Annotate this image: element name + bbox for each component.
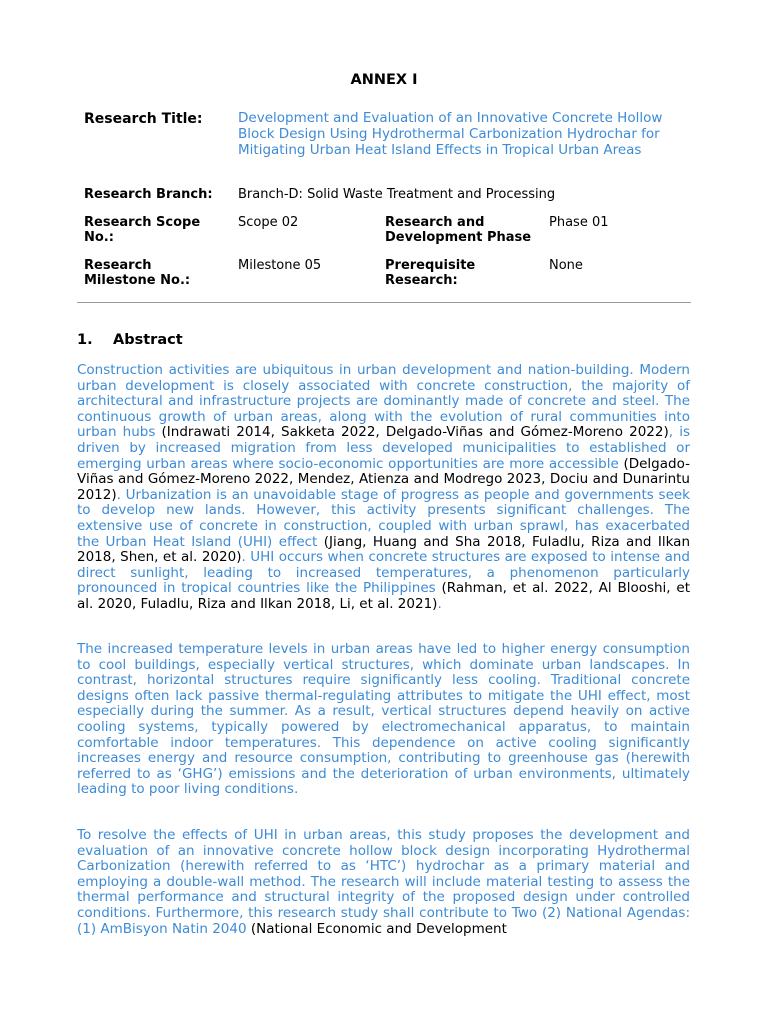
research-branch-value: Branch-D: Solid Waste Treatment and Processing xyxy=(238,187,556,202)
research-milestone-label-line2: Milestone No.: xyxy=(84,272,191,288)
rd-phase-value: Phase 01 xyxy=(549,215,609,230)
research-milestone-value: Milestone 05 xyxy=(238,258,322,273)
prerequisite-value: None xyxy=(549,258,583,273)
annex-title: ANNEX I xyxy=(350,72,418,88)
p1-citation-2: (Delgado-Viñas and Gómez-Moreno 2022, Mendez, Atienza and Modrego 2023, Dociu and Dunarintu 2012) xyxy=(77,455,690,503)
abstract-paragraph-1 xyxy=(77,363,690,613)
p3-citation-1: (National Economic and Development xyxy=(246,920,507,937)
p3-text-1: To resolve the effects of UHI in urban areas, this study proposes the development and evaluation of an innovative concrete hollow block design incorporating Hydrothermal Carbonization (herewith referred to as ‘HTC’) hydrochar as a primary material and employing a double-wall method. The research will include material testing to assess the thermal performance and structural integrity of the proposed design under controlled conditions. Furthermore, this research study shall contribute to Two (2) National Agendas: (1) AmBisyon Natin 2040 xyxy=(77,827,690,937)
rd-phase-label-line2: Development Phase xyxy=(385,229,532,245)
header-divider xyxy=(77,302,691,303)
section-heading xyxy=(77,332,183,348)
p1-text-1: Construction activities are ubiquitous in urban development and nation-building. Modern urban development is closely associated with concrete construction, the majority of architectural and infrastructure projects are dominantly made of concrete and steel. The continuous growth of urban areas, along with the evolution of rural communities into urban hubs xyxy=(77,362,690,441)
rd-phase-label-line1: Research and xyxy=(385,215,485,230)
research-branch-label: Research Branch: xyxy=(84,187,213,202)
research-scope-label-line2: No.: xyxy=(84,229,114,245)
research-milestone-label-line1: Research xyxy=(84,258,152,273)
p1-text-3: . Urbanization is an unavoidable stage of progress as people and governments seek to develop new lands. However, this activity presents significant challenges. The extensive use of concrete in construction, coupled with urban sprawl, has exacerbated the Urban Heat Island (UHI) effect xyxy=(77,486,690,550)
p1-citation-1: (Indrawati 2014, Sakketa 2022, Delgado-Viñas and Gómez-Moreno 2022) xyxy=(155,424,669,441)
prerequisite-label-line1: Prerequisite xyxy=(385,258,476,273)
section-title: Abstract xyxy=(113,332,183,348)
abstract-paragraph-2: The increased temperature levels in urban areas have led to higher energy consumption to cool buildings, especially vertical structures, which dominate urban landscapes. In contrast, horizontal structures require significantly less cooling. Traditional concrete designs often lack passive thermal-regulating attributes to mitigate the UHI effect, most especially during the summer. As a result, vertical structures depend heavily on active cooling systems, typically powered by electromechanical apparatus, to maintain comfortable indoor temperatures. This dependence on active cooling significantly increases energy and resource consumption, contributing to greenhouse gas (herewith referred to as ‘GHG’) emissions and the deterioration of urban environments, ultimately leading to poor living conditions. xyxy=(77,641,690,798)
research-scope-label xyxy=(84,216,200,245)
prerequisite-label xyxy=(385,259,475,288)
research-title-label: Research Title: xyxy=(84,111,203,127)
section-number: 1. xyxy=(77,332,93,348)
p1-text-2: , is driven by increased migration from less developed municipalities to established or emerging urban areas where socio-economic opportunities are more accessible xyxy=(77,424,690,472)
p1-citation-4: (Rahman, et al. 2022, Al Blooshi, et al. 2020, Fuladlu, Riza and Ilkan 2018, Li, et al. 2021) xyxy=(77,580,690,612)
research-milestone-label xyxy=(84,259,190,288)
rd-phase-label xyxy=(385,216,531,245)
research-title-value: Development and Evaluation of an Innovative Concrete Hollow Block Design Using Hydrothermal Carbonization Hydrochar for Mitigating Urban Heat Island Effects in Tropical Urban Areas xyxy=(238,110,663,158)
prerequisite-label-line2: Research: xyxy=(385,272,458,288)
p1-text-5: . xyxy=(437,595,442,612)
p1-text-4: . UHI occurs when concrete structures are exposed to intense and direct sunlight, leading to increased temperatures, a phenomenon particularly pronounced in tropical countries like the Philippines xyxy=(77,549,690,597)
p1-citation-3: (Jiang, Huang and Sha 2018, Fuladlu, Riza and Ilkan 2018, Shen, et al. 2020) xyxy=(77,533,690,566)
research-scope-label-line1: Research Scope xyxy=(84,215,201,230)
abstract-paragraph-3 xyxy=(77,828,690,937)
research-scope-value: Scope 02 xyxy=(238,215,299,230)
